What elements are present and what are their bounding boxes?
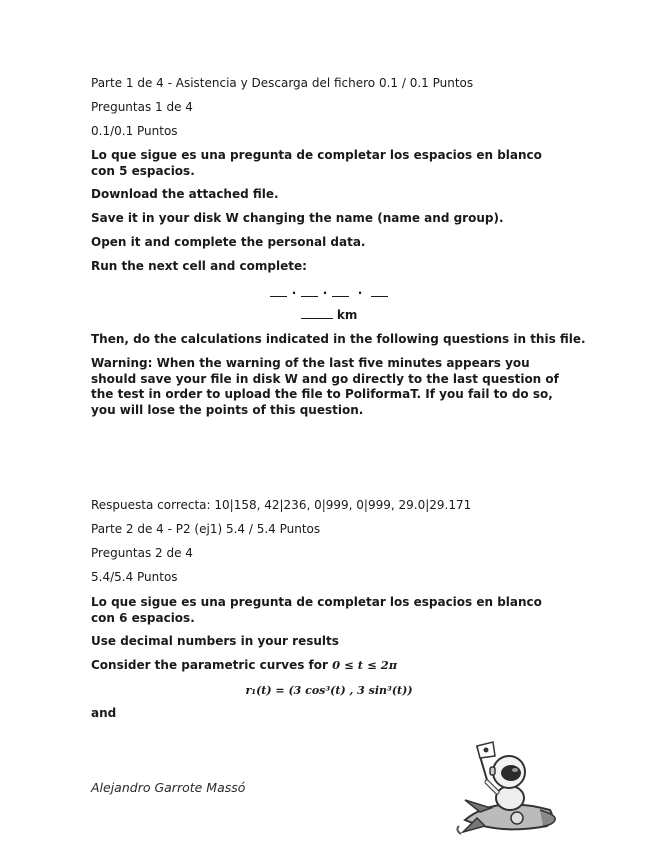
separator-dot: · — [322, 286, 328, 300]
section2-intro: Lo que sigue es una pregunta de completar los espacios en blanco con 6 espacios. — [91, 595, 542, 625]
blank-row-2 — [91, 307, 567, 324]
parametric-formula: r₁(t) = (3 cos³(t) , 3 sin³(t)) — [245, 684, 413, 697]
open-instruction: Open it and complete the personal data. — [91, 235, 366, 249]
section1-points: 0.1/0.1 Puntos — [91, 124, 178, 138]
save-instruction: Save it in your disk W changing the name (name and group). — [91, 211, 504, 225]
blank-5[interactable] — [301, 307, 333, 319]
km-unit: km — [336, 308, 358, 322]
blank-2[interactable] — [301, 285, 318, 297]
then-instruction: Then, do the calculations indicated in the following questions in this file. — [91, 332, 586, 346]
section2-points: 5.4/5.4 Puntos — [91, 570, 178, 584]
author-name: Alejandro Garrote Massó — [91, 780, 246, 795]
blank-4[interactable] — [371, 285, 388, 297]
warning-text: Warning: When the warning of the last five minutes appears you should save your file in disk W and go directly to the last question of the test in order to upload the file to PoliformaT. If you fail to do so, you will lose the points of this question. — [91, 356, 559, 417]
correct-answer: Respuesta correcta: 10|158, 42|236, 0|999, 0|999, 29.0|29.171 — [91, 498, 472, 512]
download-instruction: Download the attached file. — [91, 187, 279, 201]
separator-dot: · — [357, 286, 363, 300]
range-formula: 0 ≤ t ≤ 2π — [332, 658, 398, 672]
decimal-instruction: Use decimal numbers in your results — [91, 634, 339, 648]
blank-3[interactable] — [332, 285, 349, 297]
blank-1[interactable] — [270, 285, 287, 297]
separator-dot: · — [291, 286, 297, 300]
section2-header: Parte 2 de 4 - P2 (ej1) 5.4 / 5.4 Puntos — [91, 522, 321, 536]
section1-intro: Lo que sigue es una pregunta de completar los espacios en blanco con 5 espacios. — [91, 148, 542, 178]
consider-instruction — [91, 658, 397, 674]
section2-questions: Preguntas 2 de 4 — [91, 546, 193, 560]
consider-text: Consider the parametric curves for — [91, 658, 328, 672]
blank-row-1 — [91, 285, 567, 302]
section1-questions: Preguntas 1 de 4 — [91, 100, 193, 114]
astronaut-on-rocket-icon — [455, 740, 565, 840]
run-instruction: Run the next cell and complete: — [91, 259, 307, 273]
section1-header: Parte 1 de 4 - Asistencia y Descarga del fichero 0.1 / 0.1 Puntos — [91, 76, 474, 90]
and-text: and — [91, 706, 117, 720]
